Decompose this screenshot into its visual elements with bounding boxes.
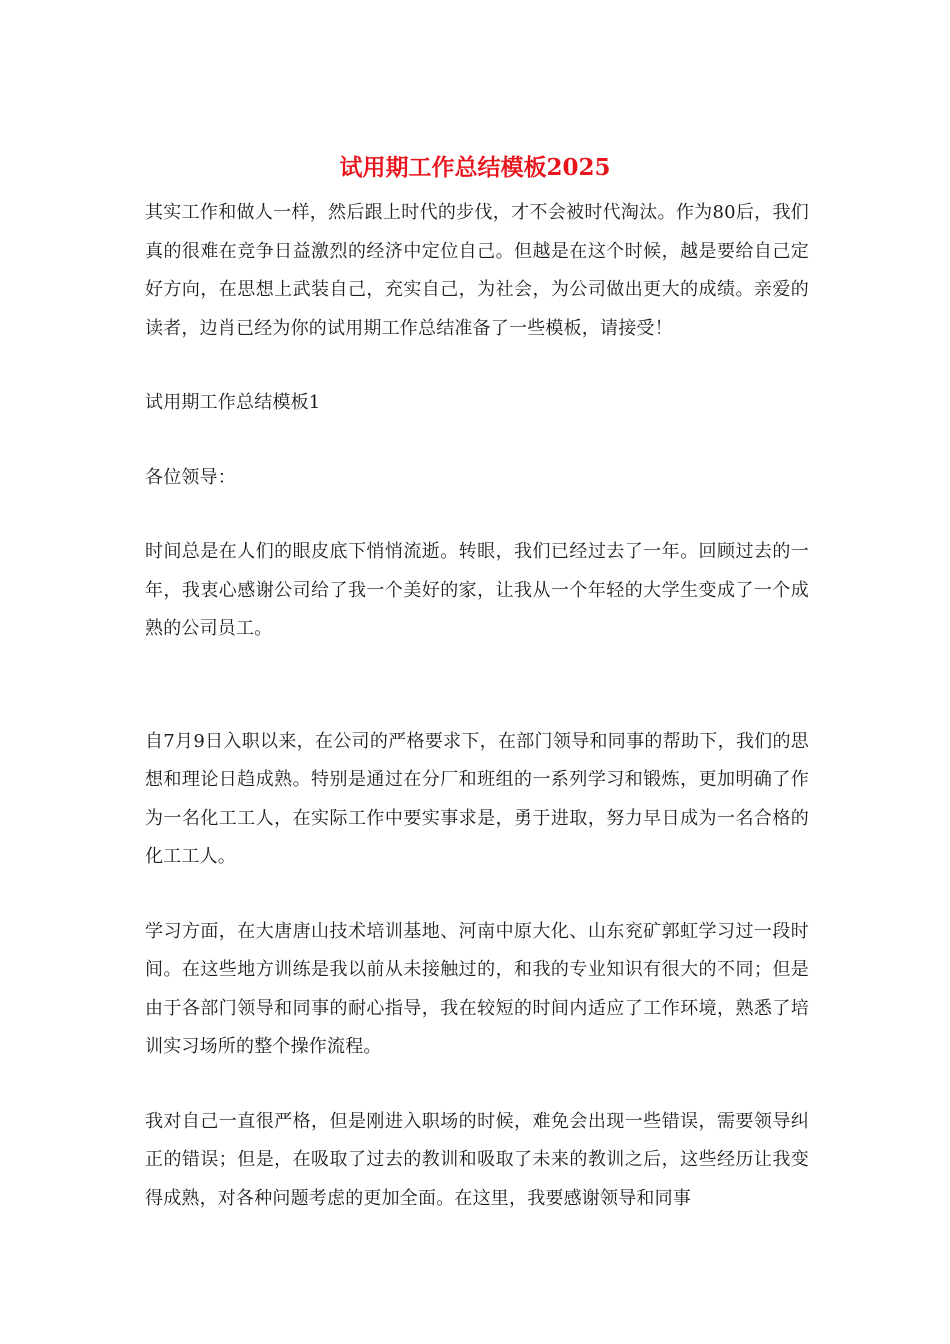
document-body	[145, 194, 809, 1218]
body-paragraph-3: 学习方面，在大唐唐山技术培训基地、河南中原大化、山东兖矿郭虹学习过一段时间。在这些地方训练是我以前从未接触过的，和我的专业知识有很大的不同；但是由于各部门领导和同事的耐心指导，我在较短的时间内适应了工作环境，熟悉了培训实习场所的整个操作流程。	[145, 920, 809, 1057]
body-paragraph-2: 自7月9日入职以来，在公司的严格要求下，在部门领导和同事的帮助下，我们的思想和理论日趋成熟。特别是通过在分厂和班组的一系列学习和锻炼，更加明确了作为一名化工工人，在实际工作中要实事求是，勇于进取，努力早日成为一名合格的化工工人。	[145, 730, 809, 867]
section-heading: 试用期工作总结模板1	[145, 392, 321, 413]
body-paragraph-4: 我对自己一直很严格，但是刚进入职场的时候，难免会出现一些错误，需要领导纠正的错误；但是，在吸取了过去的教训和吸取了未来的教训之后，这些经历让我变得成熟，对各种问题考虑的更加全面。在这里，我要感谢领导和同事	[145, 1110, 809, 1209]
body-paragraph-1: 时间总是在人们的眼皮底下悄悄流逝。转眼，我们已经过去了一年。回顾过去的一年，我衷心感谢公司给了我一个美好的家，让我从一个年轻的大学生变成了一个成熟的公司员工。	[145, 541, 809, 639]
salutation: 各位领导：	[145, 466, 236, 488]
document-title: 试用期工作总结模板2025	[339, 154, 611, 181]
intro-paragraph: 其实工作和做人一样，然后跟上时代的步伐，才不会被时代淘汰。作为80后，我们真的很难在竞争日益激烈的经济中定位自己。但越是在这个时候，越是要给自己定好方向，在思想上武装自己，充实自己，为社会，为公司做出更大的成绩。亲爱的读者，边肖已经为你的试用期工作总结准备了一些模板，请接受！	[145, 202, 809, 339]
